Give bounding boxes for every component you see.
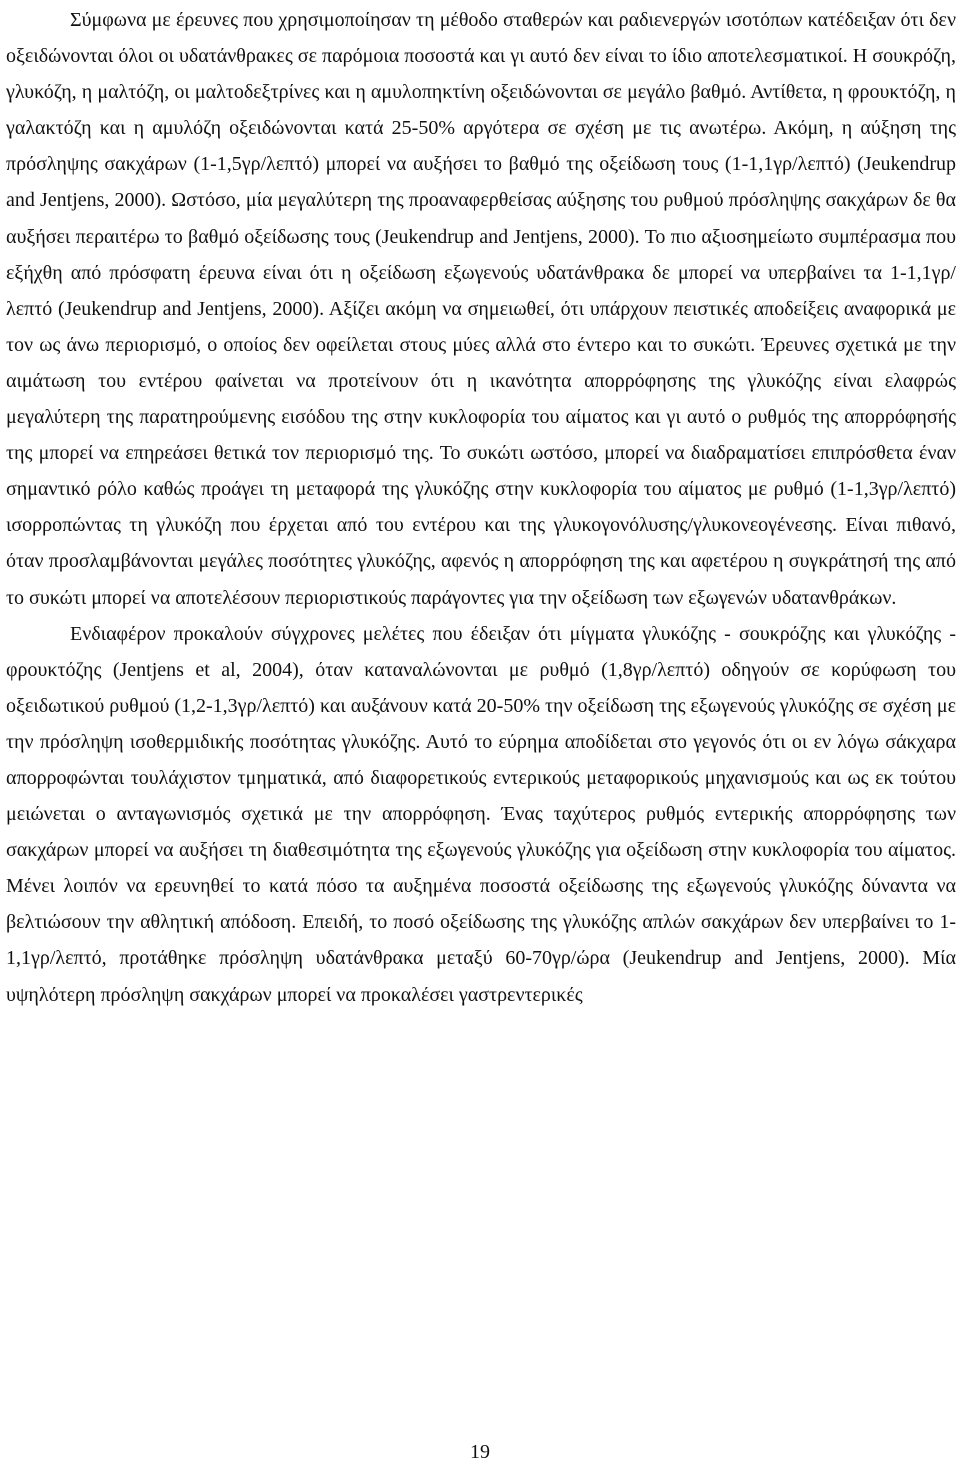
document-page (6, 0, 956, 1467)
body-paragraph-1: Σύμφωνα με έρευνες που χρησιμοποίησαν τη μέθοδο σταθερών και ραδιενεργών ισοτόπων κατέδειξαν ότι δεν οξειδώνονται όλοι οι υδατάνθρακες σε παρόμοια ποσοστά και γι αυτό δεν είναι το ίδιο αποτελεσματικοί. Η σουκρόζη, γλυκόζη, η μαλτόζη, οι μαλτοδεξτρίνες και η αμυλοπηκτίνη οξειδώνονται σε μεγάλο βαθμό. Αντίθετα, η φρουκτόζη, η γαλακτόζη και η αμυλόζη οξειδώνονται κατά 25-50% αργότερα σε σχέση με τις ανωτέρω. Ακόμη, η αύξηση της πρόσληψης σακχάρων (1-1,5γρ/λεπτό) μπορεί να αυξήσει το βαθμό της οξείδωση τους (1-1,1γρ/λεπτό) (Jeukendrup and Jentjens, 2000). Ωστόσο, μία μεγαλύτερη της προαναφερθείσας αύξησης του ρυθμού πρόσληψης σακχάρων δε θα αυξήσει περαιτέρω το βαθμό οξείδωσης τους (Jeukendrup and Jentjens, 2000). Το πιο αξιοσημείωτο συμπέρασμα που εξήχθη από πρόσφατη έρευνα είναι ότι η οξείδωση εξωγενούς υδατάνθρακα δε μπορεί να υπερβαίνει τα 1-1,1γρ/λεπτό (Jeukendrup and Jentjens, 2000). Αξίζει ακόμη να σημειωθεί, ότι υπάρχουν πειστικές αποδείξεις αναφορικά με τον ως άνω περιορισμό, ο οποίος δεν οφείλεται στους μύες αλλά στο έντερο και το συκώτι. Έρευνες σχετικά με την αιμάτωση του εντέρου φαίνεται να προτείνουν ότι η ικανότητα απορρόφησης της γλυκόζης είναι ελαφρώς μεγαλύτερη της παρατηρούμενης εισόδου της στην κυκλοφορία του αίματος και γι αυτό ο ρυθμός της απορρόφησής της μπορεί να επηρεάσει θετικά τον περιορισμό της. Το συκώτι ωστόσο, μπορεί να διαδραματίσει επιπρόσθετα έναν σημαντικό ρόλο καθώς προάγει τη μεταφορά της γλυκόζης στην κυκλοφορία του αίματος με ρυθμό (1-1,3γρ/λεπτό) ισορροπώντας τη γλυκόζη που έρχεται από του εντέρου και της γλυκογονόλυσης/γλυκονεογένεσης. Είναι πιθανό, όταν προσλαμβάνονται μεγάλες ποσότητες γλυκόζης, αφενός η απορρόφηση της και αφετέρου η συγκράτησή της από το συκώτι μπορεί να αποτελέσουν περιοριστικούς παράγοντες για την οξείδωση των εξωγενών υδατανθράκων. (6, 9, 956, 609)
page-number: 19 (470, 1441, 490, 1463)
body-paragraph-2: Ενδιαφέρον προκαλούν σύγχρονες μελέτες που έδειξαν ότι μίγματα γλυκόζης - σουκρόζης και γλυκόζης - φρουκτόζης (Jentjens et al, 2004), όταν καταναλώνονται με ρυθμό (1,8γρ/λεπτό) οδηγούν σε κορύφωση του οξειδωτικού ρυθμού (1,2-1,3γρ/λεπτό) και αυξάνουν κατά 20-50% την οξείδωση της εξωγενούς γλυκόζης σε σχέση με την πρόσληψη ισοθερμιδικής ποσότητας γλυκόζης. Αυτό το εύρημα αποδίδεται στο γεγονός ότι οι εν λόγω σάκχαρα απορροφώνται τουλάχιστον τμηματικά, από διαφορετικούς εντερικούς μεταφορικούς μηχανισμούς και ως εκ τούτου μειώνεται ο ανταγωνισμός σχετικά με την απορρόφηση. Ένας ταχύτερος ρυθμός εντερικής απορρόφησης των σακχάρων μπορεί να αυξήσει τη διαθεσιμότητα της εξωγενούς γλυκόζης για οξείδωση στην κυκλοφορία του αίματος. Μένει λοιπόν να ερευνηθεί το κατά πόσο τα αυξημένα ποσοστά οξείδωσης της εξωγενούς γλυκόζης δύναντα να βελτιώσουν την αθλητική απόδοση. Επειδή, το ποσό οξείδωσης της γλυκόζης απλών σακχάρων δεν υπερβαίνει το 1-1,1γρ/λεπτό, προτάθηκε πρόσληψη υδατάνθρακα μεταξύ 60-70γρ/ώρα (Jeukendrup and Jentjens, 2000). Μία υψηλότερη πρόσληψη σακχάρων μπορεί να προκαλέσει γαστρεντερικές (6, 622, 956, 1006)
